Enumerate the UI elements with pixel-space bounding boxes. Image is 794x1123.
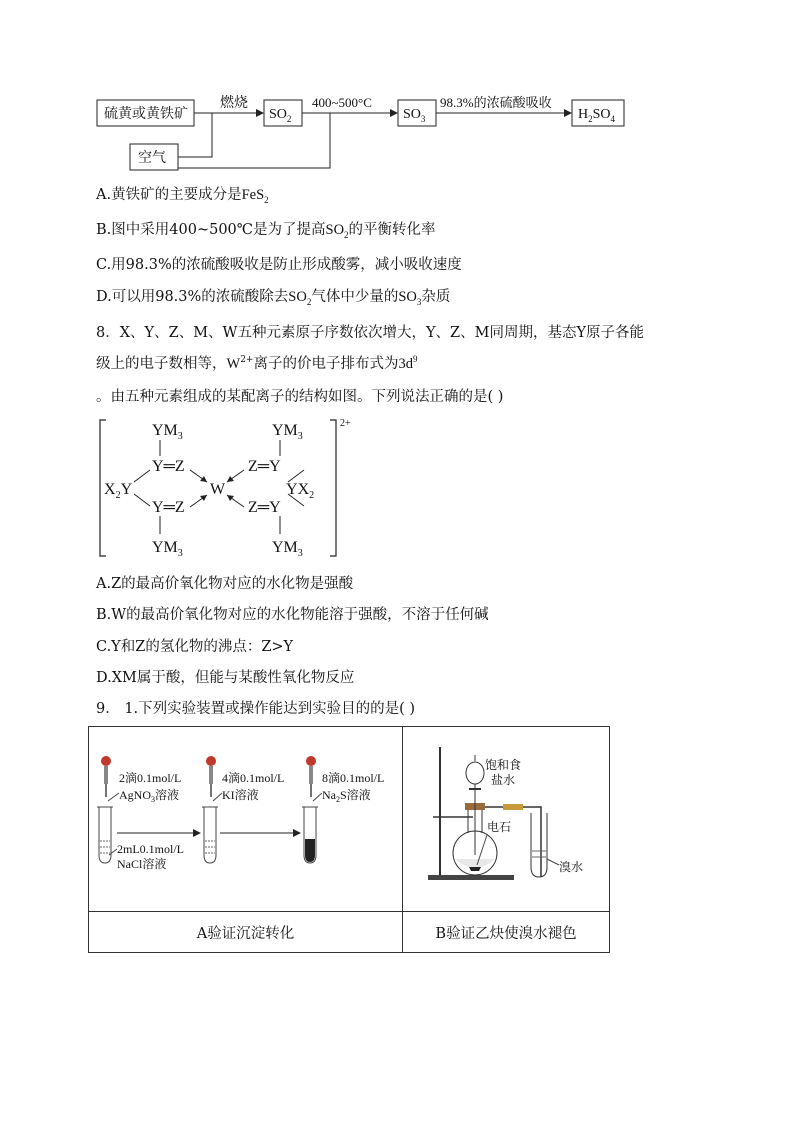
ym3-bottom-left: $YM_3$ [152,539,183,559]
exp-a-base-line1: 2mL0.1mol/L [117,842,184,856]
group-x2y-left: $X_2Y$ [104,481,133,501]
center-metal: W [210,481,226,498]
q7-option-d: D.可以用98.3%的浓硫酸除去$SO_2$气体中少量的$SO_3$杂质 [96,289,451,307]
q8-option-a: A.Z的最高价氧化物对应的水化物是强酸 [96,576,354,592]
q7-option-a: A.黄铁矿的主要成分是FeS$_2$ [96,187,269,205]
exp-b-label-carbide: 电石 [487,820,512,834]
ym3-top-left: $YM_3$ [152,422,183,442]
experiment-table [88,726,610,953]
exp-a-base-line2: NaCl溶液 [117,857,167,871]
q9-stem: 9． 1.下列实验装置或操作能达到实验目的的是( ) [96,701,416,717]
q8-stem-line1: 8．X、Y、Z、M、W五种元素原子序数依次增大，Y、Z、M同周期，基态Y原子各能 [96,325,645,341]
q8-option-d: D.XM属于酸，但能与某酸性氧化物反应 [96,670,355,686]
exp-a-reagent3-line2: $Na_2S$溶液 [322,788,371,804]
q7-option-b: B.图中采用400~500℃是为了提高$SO_2$的平衡转化率 [96,222,436,240]
q8-option-c: C.Y和Z的氢化物的沸点：Z>Y [96,639,294,655]
flow-step-absorb: 98.3%的浓硫酸吸收 [440,95,552,110]
experiment-b-diagram [403,727,609,907]
flow-box-ore: 硫黄或黄铁矿 [104,107,188,122]
bond-lower-right: Z═Y [248,499,281,516]
bond-lower-left: Y═Z [152,499,185,516]
ym3-bottom-right: $YM_3$ [272,539,303,559]
q8-stem-line3: 。由五种元素组成的某配离子的结构如图。下列说法正确的是( ) [96,389,504,405]
flow-box-h2so4: $H_2SO_4$ [578,107,616,124]
experiment-b-cell [403,727,610,912]
flow-box-so2: $SO_2$ [269,107,292,124]
bond-upper-right: Z═Y [248,458,281,475]
exp-a-reagent1-line1: 2滴0.1mol/L [119,771,182,785]
caption-b: B验证乙炔使溴水褪色 [403,912,610,953]
bond-upper-left: Y═Z [152,458,185,475]
ym3-top-right: $YM_3$ [272,422,303,442]
exp-a-reagent2-line2: KI溶液 [222,788,259,802]
ion-charge: 2+ [340,418,351,429]
exp-b-label-bromine: 溴水 [559,860,584,874]
q8-option-b: B.W的最高价氧化物对应的水化物能溶于强酸，不溶于任何碱 [96,607,489,623]
flow-box-air: 空气 [138,151,166,166]
exp-a-reagent3-line1: 8滴0.1mol/L [322,771,385,785]
group-yx2-right: $YX_2$ [286,481,315,501]
q7-option-c: C.用98.3%的浓硫酸吸收是防止形成酸雾，减小吸收速度 [96,257,462,273]
exp-a-reagent1-line2: AgNO$_3$溶液 [119,788,180,804]
complex-ion-structure [94,412,364,564]
flow-step-temp: 400~500°C [312,95,372,110]
flow-box-so3: $SO_3$ [403,107,426,124]
exp-b-label-brine-1: 饱和食 [485,758,522,772]
experiment-a-cell [89,727,403,912]
exp-a-reagent2-line1: 4滴0.1mol/L [222,771,285,785]
experiment-a-diagram [89,727,402,907]
process-flow-diagram [80,88,640,176]
q8-stem-line2: 级上的电子数相等，$W^{2+}$离子的价电子排布式为$3d^9$ [96,354,418,372]
flow-step-burn: 燃烧 [220,96,248,111]
caption-a: A验证沉淀转化 [89,912,403,953]
exp-b-label-brine-2: 盐水 [491,773,516,787]
